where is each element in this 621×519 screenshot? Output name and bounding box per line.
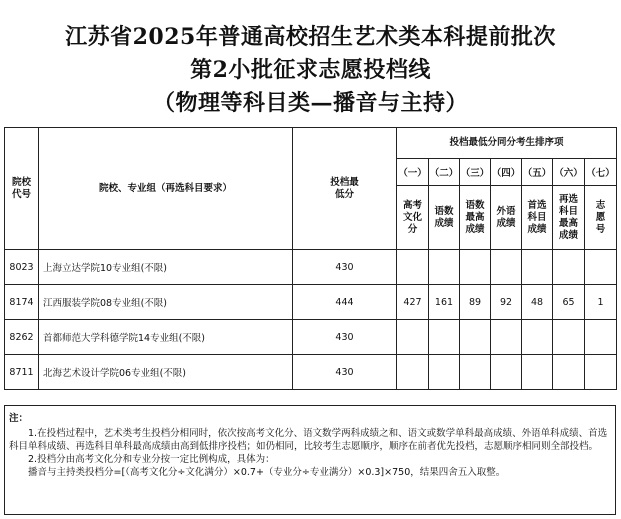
note-item-1: 1.在投档过程中，艺术类考生投档分相同时，依次按高考文化分、语文数学两科成绩之和、语文或数学单科最高成绩、外语单科成绩、首选科目单科成绩、再选科目单科最高成绩由高到低排序投档；如仍相同，比较考生志愿顺序，顺序在前者优先投档，志愿顺序相同则全部投档。	[9, 428, 608, 452]
table-row	[5, 320, 617, 355]
table-row	[5, 285, 617, 320]
school-code: 8262	[5, 320, 39, 355]
rank-cell: 92	[491, 285, 522, 320]
header-sub-label: 语数成绩	[429, 186, 460, 250]
school-code: 8174	[5, 285, 39, 320]
rank-cell	[429, 320, 460, 355]
rank-cell: 427	[397, 285, 429, 320]
page-category: （物理等科目类—播音与主持）	[152, 90, 468, 116]
header-sub-number: （二）	[429, 159, 460, 186]
rank-cell	[397, 355, 429, 390]
header-school: 院校、专业组（再选科目要求）	[39, 128, 293, 250]
rank-cell: 161	[429, 285, 460, 320]
page-title: 江苏省2025年普通高校招生艺术类本科提前批次	[65, 24, 556, 50]
rank-cell: 48	[522, 285, 553, 320]
rank-cell	[491, 250, 522, 285]
school-code: 8711	[5, 355, 39, 390]
school-name: 江西服装学院08专业组(不限)	[39, 285, 293, 320]
rank-cell	[397, 250, 429, 285]
rank-cell	[553, 250, 585, 285]
header-sub-number: （六）	[553, 159, 585, 186]
header-sub-number: （一）	[397, 159, 429, 186]
header-min-score: 投档最低分	[293, 128, 397, 250]
header-sub-number: （五）	[522, 159, 553, 186]
min-score: 430	[293, 250, 397, 285]
school-name: 北海艺术设计学院06专业组(不限)	[39, 355, 293, 390]
header-sub-label: 志愿号	[585, 186, 617, 250]
rank-cell	[491, 355, 522, 390]
note-item-2: 2.投档分由高考文化分和专业分按一定比例构成，具体为：	[28, 454, 275, 465]
min-score: 430	[293, 320, 397, 355]
school-name: 首都师范大学科德学院14专业组(不限)	[39, 320, 293, 355]
note-formula: 播音与主持类投档分=[（高考文化分÷文化满分）×0.7+（专业分÷专业满分）×0.3]×750，结果四舍五入取整。	[28, 467, 506, 478]
header-sub-label: 高考文化分	[397, 186, 429, 250]
header-code: 院校代号	[5, 128, 39, 250]
rank-cell: 65	[553, 285, 585, 320]
score-table	[4, 127, 617, 390]
notes-box	[4, 405, 616, 515]
header-sub-label: 外语成绩	[491, 186, 522, 250]
rank-cell	[522, 355, 553, 390]
header-sub-number: （四）	[491, 159, 522, 186]
min-score: 430	[293, 355, 397, 390]
rank-cell	[429, 355, 460, 390]
table-row	[5, 355, 617, 390]
header-ranking-group: 投档最低分同分考生排序项	[397, 128, 617, 159]
rank-cell	[460, 355, 491, 390]
school-name: 上海立达学院10专业组(不限)	[39, 250, 293, 285]
rank-cell	[522, 250, 553, 285]
rank-cell	[460, 320, 491, 355]
page-subtitle: 第2小批征求志愿投档线	[190, 57, 431, 83]
rank-cell: 89	[460, 285, 491, 320]
rank-cell	[522, 320, 553, 355]
rank-cell	[553, 355, 585, 390]
rank-cell	[585, 250, 617, 285]
header-sub-label: 再选科目最高成绩	[553, 186, 585, 250]
rank-cell	[585, 320, 617, 355]
rank-cell	[397, 320, 429, 355]
header-sub-label: 语数最高成绩	[460, 186, 491, 250]
header-sub-number: （三）	[460, 159, 491, 186]
school-code: 8023	[5, 250, 39, 285]
min-score: 444	[293, 285, 397, 320]
rank-cell	[429, 250, 460, 285]
header-sub-number: （七）	[585, 159, 617, 186]
rank-cell	[553, 320, 585, 355]
rank-cell: 1	[585, 285, 617, 320]
rank-cell	[491, 320, 522, 355]
table-row	[5, 250, 617, 285]
rank-cell	[585, 355, 617, 390]
notes-label: 注：	[9, 413, 29, 424]
header-sub-label: 首选科目成绩	[522, 186, 553, 250]
rank-cell	[460, 250, 491, 285]
